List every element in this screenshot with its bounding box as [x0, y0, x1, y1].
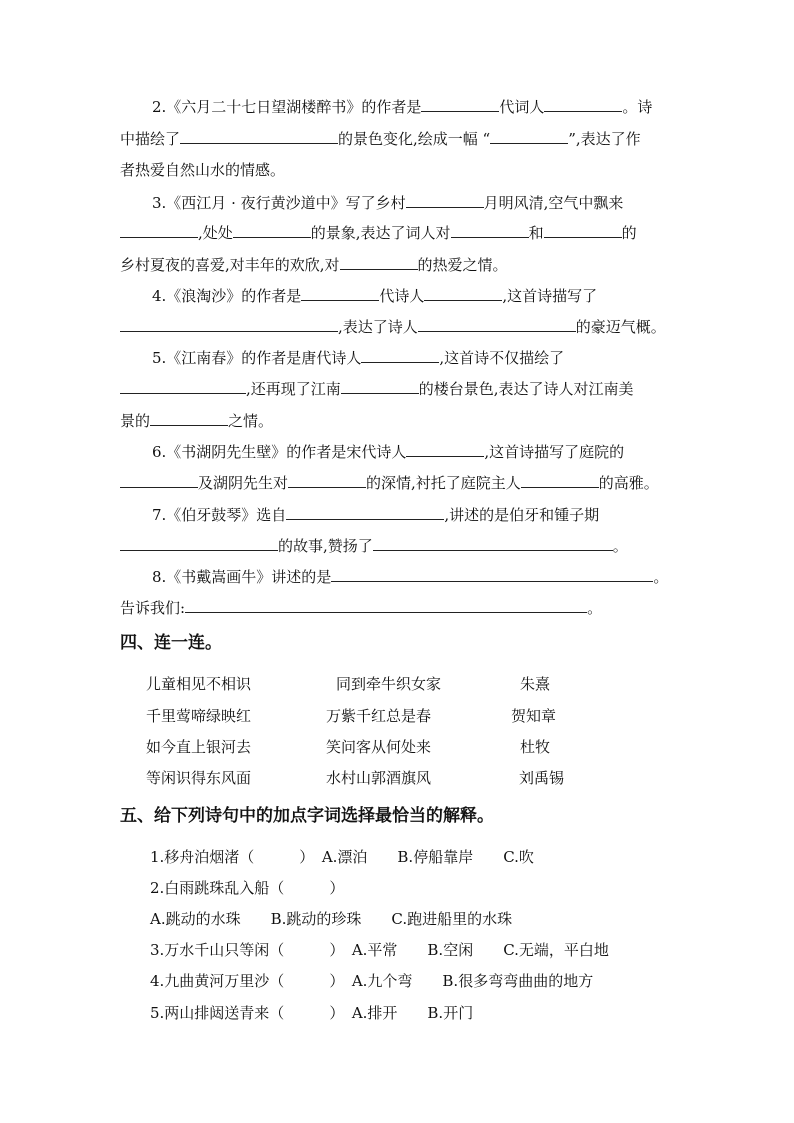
q6-text4: 的深情,衬托了庭院主人 [366, 474, 521, 492]
choice-q2-options[interactable]: A.跳动的水珠 B.跳动的珍珠 C.跑进船里的水珠 [150, 910, 513, 928]
q2-blank2[interactable] [544, 96, 622, 112]
q3-line2 [120, 222, 637, 243]
q2-text2: 代词人 [499, 98, 545, 116]
q8-line1 [152, 566, 668, 587]
q7-text3: 的故事,赞扬了 [278, 537, 373, 555]
q2-text3: 。诗 [622, 98, 653, 116]
q8-text2: 。 [653, 568, 669, 586]
q4-blank4[interactable] [418, 316, 576, 332]
q2-line3 [120, 160, 285, 180]
q3-text5: 和 [528, 224, 544, 242]
q2-text6: ”,表达了作 [568, 130, 641, 148]
q3-text7: 乡村夏夜的喜爱,对丰年的欢欣,对 [120, 256, 340, 274]
q4-blank2[interactable] [424, 285, 502, 301]
q8-text4: 。 [587, 599, 603, 617]
match-mid-3[interactable]: 笑问客从何处来 [326, 738, 432, 756]
q6-line1 [152, 441, 624, 462]
q7-text4: 。 [612, 537, 628, 555]
q5-text6: 之情。 [228, 412, 274, 430]
q8-blank1[interactable] [331, 566, 653, 582]
q6-blank4[interactable] [521, 472, 599, 488]
q5-text2: ,这首诗不仅描绘了 [439, 349, 565, 367]
q8-text1: 8.《书戴嵩画牛》讲述的是 [152, 568, 332, 586]
q3-blank4[interactable] [451, 222, 529, 238]
q3-blank5[interactable] [544, 222, 622, 238]
q3-text2: 月明风清,空气中飘来 [483, 194, 624, 212]
q8-blank2[interactable] [185, 597, 587, 613]
match-left-1[interactable]: 儿童相见不相识 [146, 675, 252, 693]
q7-line2 [120, 535, 628, 556]
q5-line3 [120, 410, 273, 431]
q5-text4: 的楼台景色,表达了诗人对江南美 [418, 380, 634, 398]
q5-blank1[interactable] [361, 347, 439, 363]
q6-text3: 及湖阴先生对 [198, 474, 289, 492]
q4-text2: 代诗人 [379, 287, 425, 305]
q6-line2 [120, 472, 659, 493]
q5-text1: 5.《江南春》的作者是唐代诗人 [152, 349, 362, 367]
q2-text5: 的景色变化,绘成一幅 “ [338, 130, 491, 148]
q4-text1: 4.《浪淘沙》的作者是 [152, 287, 302, 305]
q6-blank2[interactable] [120, 472, 198, 488]
q3-line3 [120, 254, 508, 275]
match-mid-2[interactable]: 万紫千红总是春 [326, 707, 432, 725]
q2-text4: 中描绘了 [120, 130, 181, 148]
q8-text3: 告诉我们: [120, 599, 186, 617]
q6-text1: 6.《书湖阴先生壁》的作者是宋代诗人 [152, 443, 407, 461]
match-left-2[interactable]: 千里莺啼绿映红 [146, 707, 252, 725]
q6-blank3[interactable] [288, 472, 366, 488]
match-right-4[interactable]: 刘禹锡 [519, 769, 565, 787]
q2-text1: 2.《六月二十七日望湖楼醉书》的作者是 [152, 98, 422, 116]
q5-line1 [152, 347, 564, 368]
q7-line1 [152, 504, 599, 525]
match-right-3[interactable]: 杜牧 [520, 738, 551, 756]
q5-text3: ,还再现了江南 [246, 380, 341, 398]
q5-blank2[interactable] [120, 378, 246, 394]
q5-text5: 景的 [120, 412, 151, 430]
q5-blank3[interactable] [341, 378, 419, 394]
q3-blank1[interactable] [406, 192, 484, 208]
q4-line1 [152, 285, 597, 306]
q3-text1: 3.《西江月 · 夜行黄沙道中》写了乡村 [152, 194, 406, 212]
q7-blank1[interactable] [286, 504, 444, 520]
q2-blank4[interactable] [490, 128, 568, 144]
q2-line2 [120, 128, 641, 149]
q2-blank1[interactable] [421, 96, 499, 112]
q3-text6: 的 [621, 224, 637, 242]
q6-text2: ,这首诗描写了庭院的 [484, 443, 625, 461]
choice-q5[interactable]: 5.两山排闼送青来（ ） A.排开 B.开门 [150, 1004, 474, 1022]
q8-line2 [120, 597, 602, 618]
q6-blank1[interactable] [406, 441, 484, 457]
q4-blank3[interactable] [120, 316, 338, 332]
section4-title: 四、连一连。 [120, 633, 222, 653]
match-mid-1[interactable]: 同到牵牛织女家 [336, 675, 442, 693]
q7-text1: 7.《伯牙鼓琴》选自 [152, 506, 287, 524]
q3-text4: 的景象,表达了词人对 [310, 224, 451, 242]
q4-text5: 的豪迈气概。 [575, 318, 666, 336]
choice-q4[interactable]: 4.九曲黄河万里沙（ ） A.九个弯 B.很多弯弯曲曲的地方 [150, 972, 594, 990]
match-left-3[interactable]: 如今直上银河去 [146, 738, 252, 756]
q2-text7: 者热爱自然山水的情感。 [120, 161, 286, 179]
q4-line2 [120, 316, 666, 337]
match-right-1[interactable]: 朱熹 [520, 675, 551, 693]
q2-line1 [152, 96, 652, 117]
q4-text4: ,表达了诗人 [338, 318, 418, 336]
q6-text5: 的高雅。 [598, 474, 659, 492]
q3-blank6[interactable] [340, 254, 418, 270]
q3-blank3[interactable] [233, 222, 311, 238]
q5-blank4[interactable] [150, 410, 228, 426]
q4-text3: ,这首诗描写了 [502, 287, 598, 305]
q4-blank1[interactable] [301, 285, 379, 301]
match-right-2[interactable]: 贺知章 [511, 707, 557, 725]
q2-blank3[interactable] [180, 128, 338, 144]
q7-blank2[interactable] [120, 535, 278, 551]
q5-line2 [120, 378, 634, 399]
section5-title: 五、给下列诗句中的加点字词选择最恰当的解释。 [120, 806, 494, 826]
q3-text8: 的热爱之情。 [417, 256, 508, 274]
choice-q1[interactable]: 1.移舟泊烟渚（ ） A.漂泊 B.停船靠岸 C.吹 [150, 848, 534, 866]
match-mid-4[interactable]: 水村山郭酒旗风 [326, 769, 432, 787]
q3-blank2[interactable] [120, 222, 198, 238]
q3-text3: ,处处 [198, 224, 233, 242]
choice-q2[interactable]: 2.白雨跳珠乱入船（ ） [150, 879, 345, 897]
q3-line1 [152, 192, 623, 213]
choice-q3[interactable]: 3.万水千山只等闲（ ） A.平常 B.空闲 C.无端，平白地 [150, 941, 609, 959]
q7-text2: ,讲述的是伯牙和锺子期 [444, 506, 600, 524]
q7-blank3[interactable] [373, 535, 613, 551]
match-left-4[interactable]: 等闲识得东风面 [146, 769, 252, 787]
